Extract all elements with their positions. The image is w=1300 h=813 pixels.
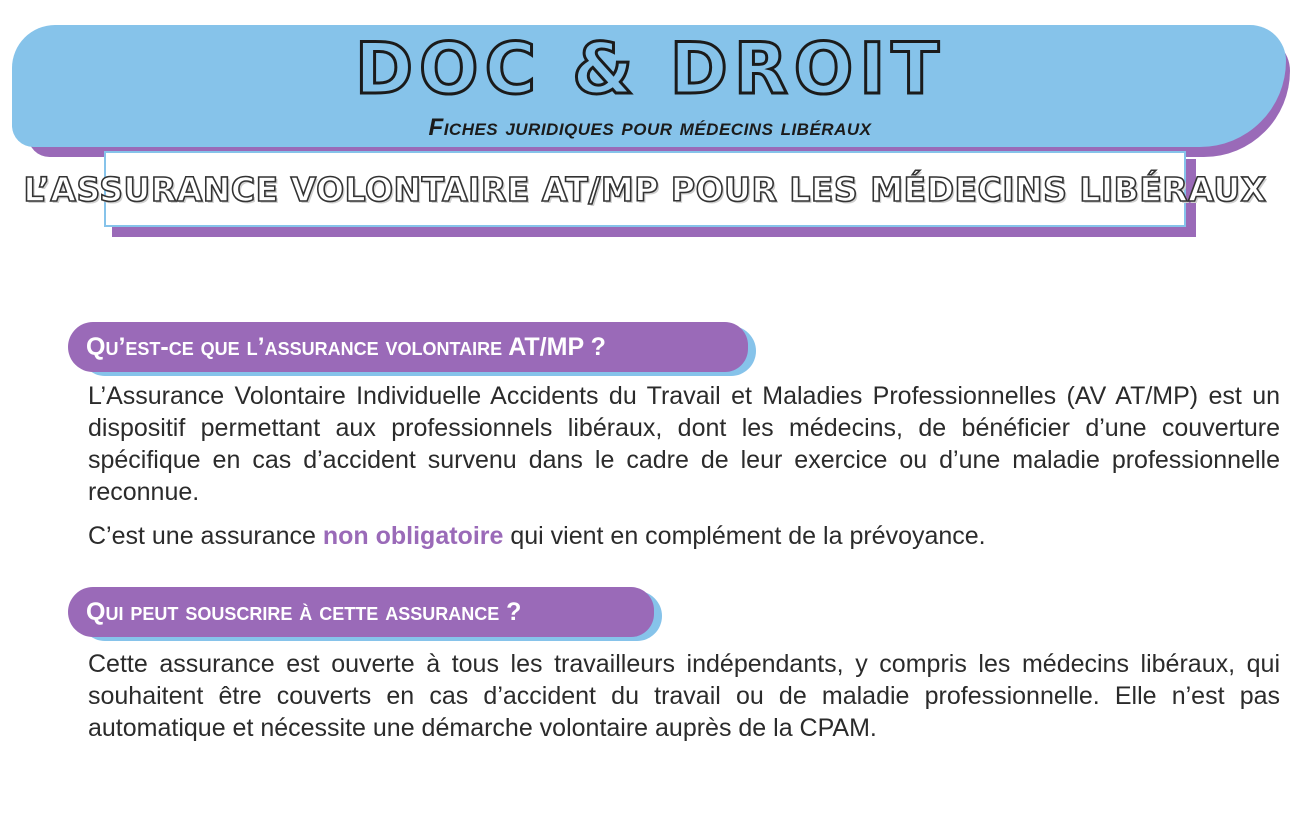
paragraph-text: C’est une assurance <box>88 522 323 550</box>
section-heading-who-can <box>68 587 654 637</box>
section-heading-text: Qu’est-ce que l’assurance volontaire AT/MP ? <box>86 332 606 361</box>
paragraph-text: qui vient en complément de la prévoyance. <box>503 522 986 550</box>
page-title: L’ASSURANCE VOLONTAIRE AT/MP POUR LES MÉDECINS LIBÉRAUX <box>23 169 1267 209</box>
section-heading-what-is <box>68 322 748 372</box>
highlight-non-obligatoire: non obligatoire <box>322 522 504 550</box>
title-box <box>23 151 1267 227</box>
section-paragraph: Cette assurance est ouverte à tous les travailleurs indépendants, y compris les médecins libéraux, qui souhaitent être couverts en cas d’accident du travail ou de maladie professionnelle. Elle n’est pas automatique et nécessite une démarche volontaire auprès de la CPAM. <box>88 650 1280 742</box>
section-heading-text: Qui peut souscrire à cette assurance ? <box>86 597 522 626</box>
header-subtitle: Fiches juridiques pour médecins libéraux <box>428 114 872 141</box>
section-paragraph: L’Assurance Volontaire Individuelle Accidents du Travail et Maladies Professionnelles (AV AT/MP) est un dispositif permettant aux professionnels libéraux, dont les médecins, de bénéficier d’une couverture spécifique en cas d’accident survenu dans le cadre de leur exercice ou d’une maladie professionnelle reconnue. <box>88 382 1280 506</box>
logo: DOC & DROIT <box>354 28 946 110</box>
section-paragraph-non-obligatoire <box>88 520 1280 552</box>
